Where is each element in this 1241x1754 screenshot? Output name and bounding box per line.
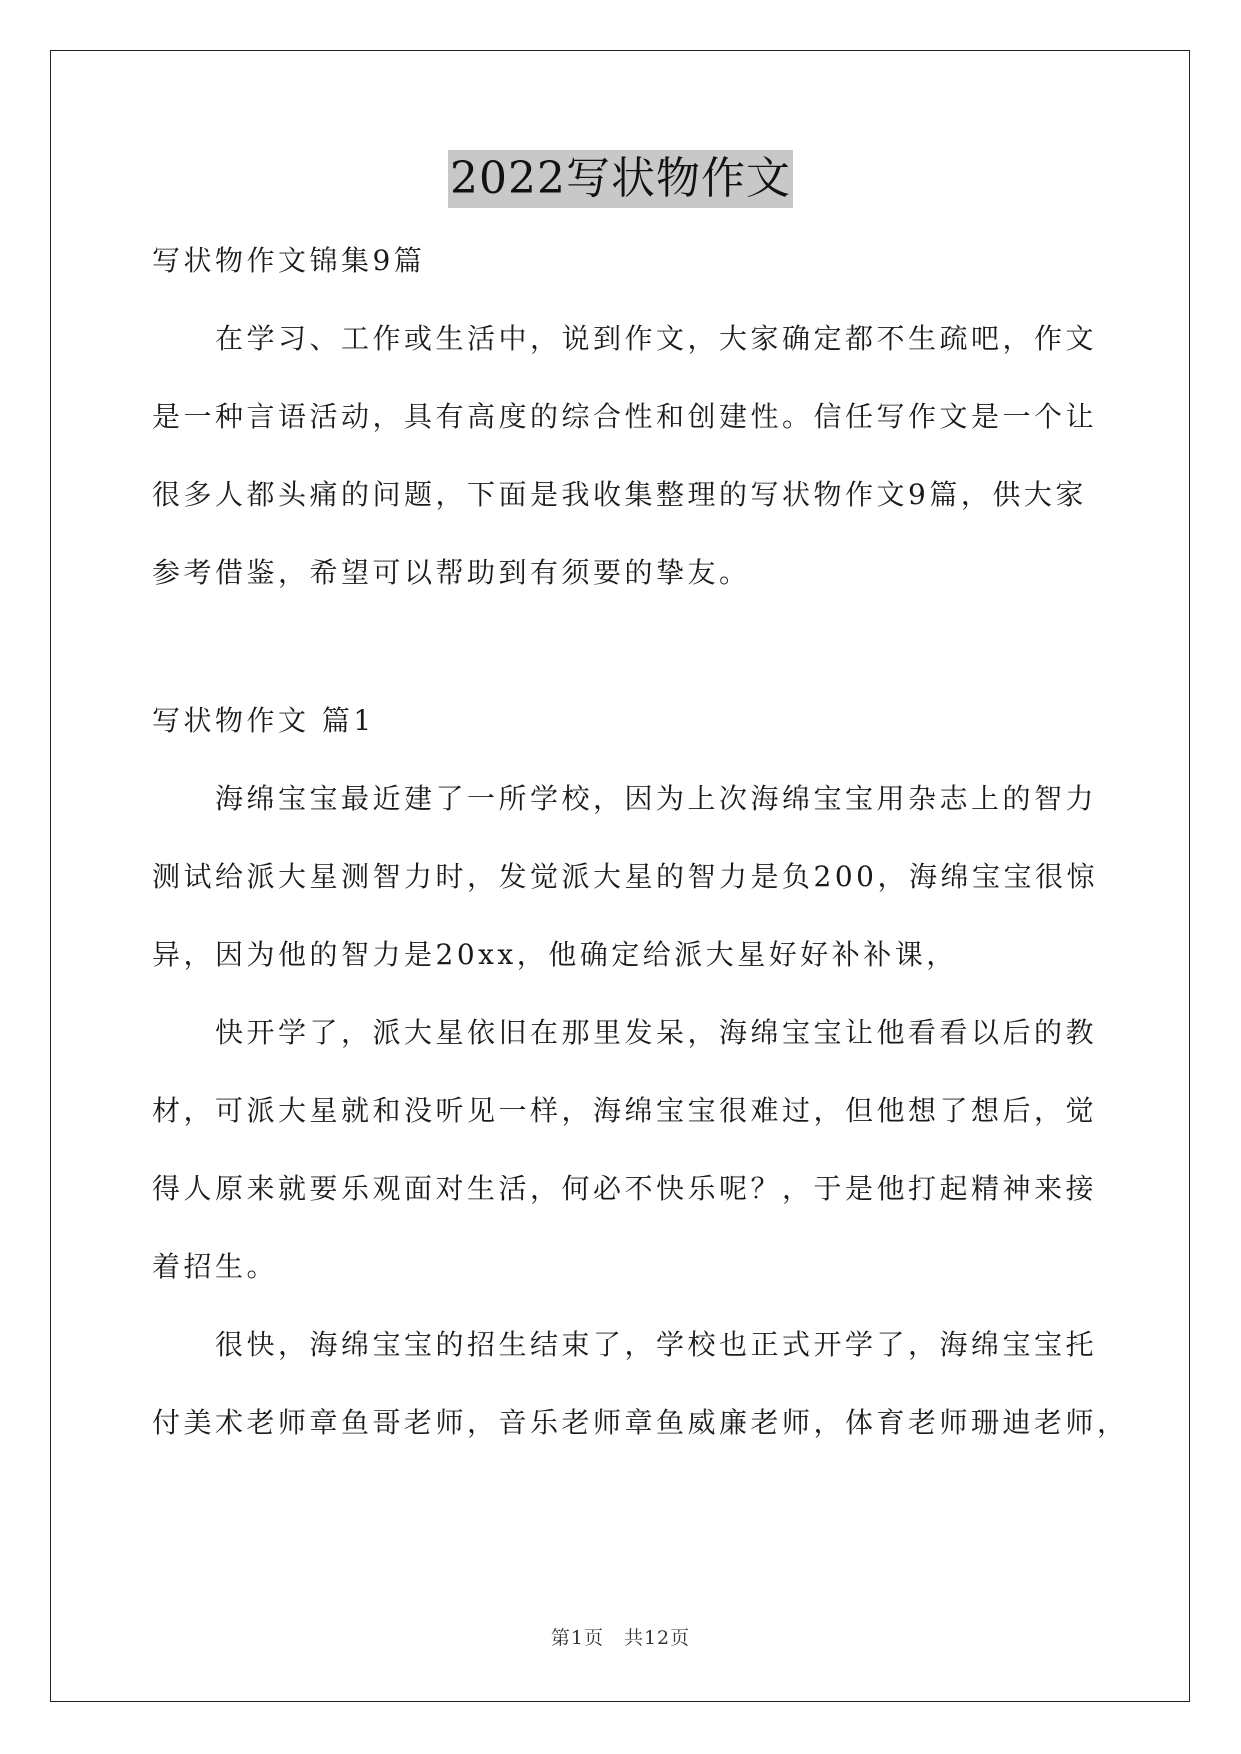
- section-gap: [152, 623, 1092, 693]
- body-line-1: 海绵宝宝最近建了一所学校，因为上次海绵宝宝用杂志上的智力: [152, 782, 1098, 815]
- document-body: [152, 233, 1129, 1473]
- collection-heading: 写状物作文锦集9篇: [152, 244, 426, 277]
- page-footer: 第1页 共12页: [550, 1627, 691, 1649]
- body-line-5: 材，可派大星就和没听见一样，海绵宝宝很难过，但他想了想后，觉: [152, 1094, 1098, 1127]
- intro-line-1: 在学习、工作或生活中，说到作文，大家确定都不生疏吧，作文: [152, 322, 1098, 355]
- body-line-2: 测试给派大星测智力时，发觉派大星的智力是负200，海绵宝宝很惊: [152, 860, 1098, 893]
- body-line-4: 快开学了，派大星依旧在那里发呆，海绵宝宝让他看看以后的教: [152, 1016, 1098, 1049]
- body-line-7: 着招生。: [152, 1250, 279, 1283]
- intro-line-4: 参考借鉴，希望可以帮助到有须要的挚友。: [152, 556, 751, 589]
- body-line-9: 付美术老师章鱼哥老师，音乐老师章鱼威廉老师，体育老师珊迪老师，: [152, 1406, 1129, 1439]
- intro-line-3: 很多人都头痛的问题，下面是我收集整理的写状物作文9篇，供大家: [152, 478, 1087, 511]
- body-line-6: 得人原来就要乐观面对生活，何必不快乐呢？，于是他打起精神来接: [152, 1172, 1098, 1205]
- body-line-3: 异，因为他的智力是20xx，他确定给派大星好好补补课，: [152, 938, 958, 971]
- document-title: 2022写状物作文: [448, 150, 793, 208]
- section-heading: 写状物作文 篇1: [152, 704, 375, 737]
- body-line-8: 很快，海绵宝宝的招生结束了，学校也正式开学了，海绵宝宝托: [152, 1328, 1098, 1361]
- intro-line-2: 是一种言语活动，具有高度的综合性和创建性。信任写作文是一个让: [152, 400, 1098, 433]
- title-wrap: [0, 150, 1241, 208]
